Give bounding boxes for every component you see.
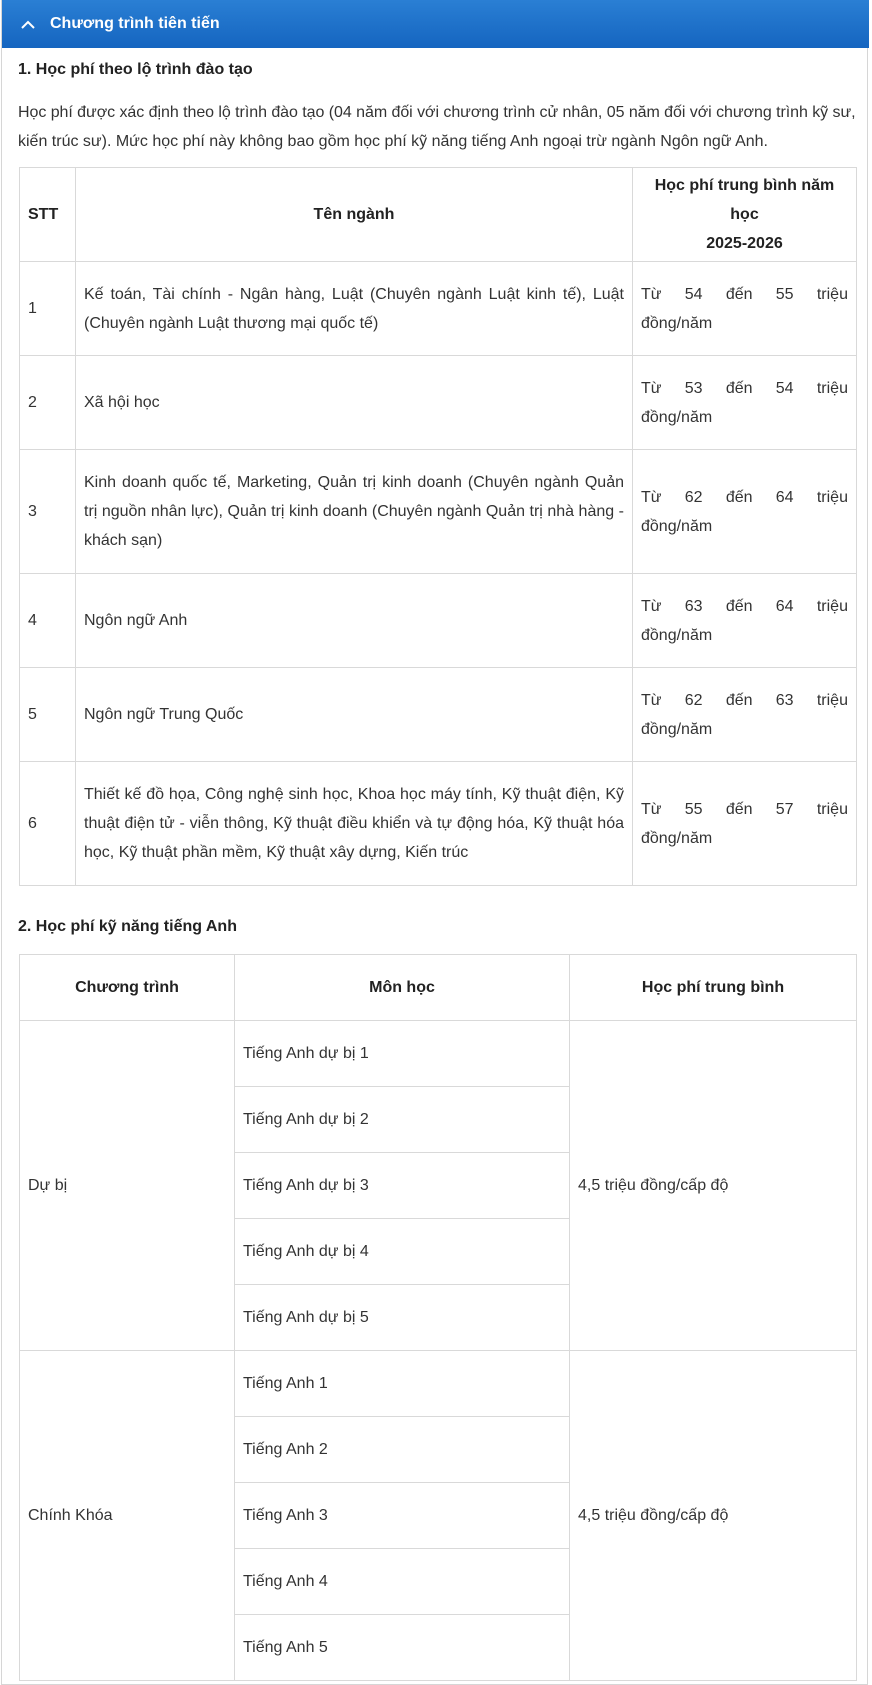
fee-from: 62 xyxy=(684,488,703,506)
fee-word: đến xyxy=(725,488,753,506)
row-stt: 3 xyxy=(20,450,76,574)
tuition-table xyxy=(19,167,857,886)
table-header-row xyxy=(20,168,857,262)
table-row xyxy=(20,1021,857,1087)
fee-unit: đồng/năm xyxy=(641,720,713,738)
course-cell: Tiếng Anh 3 xyxy=(235,1483,570,1549)
row-major-name: Thiết kế đồ họa, Công nghệ sinh học, Khoa học máy tính, Kỹ thuật điện, Kỹ thuật điện tử - viễn thông, Kỹ thuật điều khiển và tự động hóa, Kỹ thuật hóa học, Kỹ thuật phần mềm, Kỹ thuật xây dựng, Kiến trúc xyxy=(76,762,633,886)
fee-word: triệu xyxy=(816,488,848,506)
row-fee xyxy=(633,450,857,574)
header-average-fee xyxy=(633,168,857,262)
fee-word: triệu xyxy=(816,691,848,709)
table-row xyxy=(20,1351,857,1417)
fee-word: triệu xyxy=(816,379,848,397)
intro-line: kiến trúc sư). Mức học phí này không bao gồm học phí kỹ năng tiếng Anh ngoại trừ ngành Ngôn ngữ Anh. xyxy=(18,133,768,150)
row-stt: 5 xyxy=(20,668,76,762)
header-fee-line: Học phí trung bình năm học xyxy=(654,177,835,223)
table-row xyxy=(20,762,857,886)
fee-word: triệu xyxy=(816,285,848,303)
table-row xyxy=(20,356,857,450)
table-row xyxy=(20,574,857,668)
intro-paragraph xyxy=(18,98,858,156)
course-cell: Tiếng Anh dự bị 2 xyxy=(235,1087,570,1153)
row-fee xyxy=(633,668,857,762)
fee-word: đến xyxy=(725,691,753,709)
fee-cell: 4,5 triệu đồng/cấp độ xyxy=(570,1351,857,1681)
course-cell: Tiếng Anh dự bị 5 xyxy=(235,1285,570,1351)
fee-from: 53 xyxy=(684,379,703,397)
accordion-panel xyxy=(1,0,868,1685)
fee-word: Từ xyxy=(641,488,662,506)
chevron-up-icon[interactable] xyxy=(20,16,36,32)
fee-word: triệu xyxy=(816,800,848,818)
row-stt: 6 xyxy=(20,762,76,886)
intro-line: Học phí được xác định theo lộ trình đào tạo (04 năm đối với chương trình cử nhân, 05 năm đối với chương trình kỹ sư, xyxy=(18,104,856,121)
fee-word: Từ xyxy=(641,800,662,818)
fee-word: triệu xyxy=(816,597,848,615)
accordion-title: Chương trình tiên tiến xyxy=(50,15,220,32)
fee-unit: đồng/năm xyxy=(641,517,713,535)
table-header-row xyxy=(20,955,857,1021)
course-cell: Tiếng Anh dự bị 4 xyxy=(235,1219,570,1285)
row-fee xyxy=(633,262,857,356)
fee-unit: đồng/năm xyxy=(641,408,713,426)
header-major-name: Tên ngành xyxy=(76,168,633,262)
header-fee: Học phí trung bình xyxy=(570,955,857,1021)
fee-unit: đồng/năm xyxy=(641,314,713,332)
header-course: Môn học xyxy=(235,955,570,1021)
course-cell: Tiếng Anh 1 xyxy=(235,1351,570,1417)
fee-word: đến xyxy=(725,285,753,303)
course-cell: Tiếng Anh 4 xyxy=(235,1549,570,1615)
table-row xyxy=(20,262,857,356)
row-major-name: Ngôn ngữ Trung Quốc xyxy=(76,668,633,762)
fee-word: Từ xyxy=(641,379,662,397)
fee-from: 63 xyxy=(684,597,703,615)
row-stt: 2 xyxy=(20,356,76,450)
course-cell: Tiếng Anh 5 xyxy=(235,1615,570,1681)
fee-to: 54 xyxy=(775,379,794,397)
course-cell: Tiếng Anh 2 xyxy=(235,1417,570,1483)
fee-word: đến xyxy=(725,800,753,818)
english-fee-table xyxy=(19,954,857,1681)
fee-to: 57 xyxy=(775,800,794,818)
row-fee xyxy=(633,762,857,886)
row-major-name: Xã hội học xyxy=(76,356,633,450)
fee-to: 64 xyxy=(775,488,794,506)
accordion-header[interactable] xyxy=(2,0,869,48)
fee-from: 62 xyxy=(684,691,703,709)
row-fee xyxy=(633,574,857,668)
header-stt: STT xyxy=(20,168,76,262)
fee-unit: đồng/năm xyxy=(641,829,713,847)
program-cell: Dự bị xyxy=(20,1021,235,1351)
header-fee-year: 2025-2026 xyxy=(706,235,783,252)
fee-to: 63 xyxy=(775,691,794,709)
section-heading-tuition: 1. Học phí theo lộ trình đào tạo xyxy=(18,61,253,78)
row-stt: 1 xyxy=(20,262,76,356)
row-major-name: Ngôn ngữ Anh xyxy=(76,574,633,668)
fee-unit: đồng/năm xyxy=(641,626,713,644)
section-heading-english: 2. Học phí kỹ năng tiếng Anh xyxy=(18,918,237,935)
course-cell: Tiếng Anh dự bị 3 xyxy=(235,1153,570,1219)
row-major-name: Kế toán, Tài chính - Ngân hàng, Luật (Chuyên ngành Luật kinh tế), Luật (Chuyên ngành Luật thương mại quốc tế) xyxy=(76,262,633,356)
course-cell: Tiếng Anh dự bị 1 xyxy=(235,1021,570,1087)
program-cell: Chính Khóa xyxy=(20,1351,235,1681)
fee-from: 54 xyxy=(684,285,703,303)
fee-word: đến xyxy=(725,379,753,397)
fee-word: Từ xyxy=(641,691,662,709)
fee-to: 55 xyxy=(775,285,794,303)
fee-to: 64 xyxy=(775,597,794,615)
fee-word: Từ xyxy=(641,285,662,303)
row-major-name: Kinh doanh quốc tế, Marketing, Quản trị kinh doanh (Chuyên ngành Quản trị nguồn nhân lực), Quản trị kinh doanh (Chuyên ngành Quản trị nhà hàng - khách sạn) xyxy=(76,450,633,574)
fee-word: Từ xyxy=(641,597,662,615)
table-row xyxy=(20,668,857,762)
fee-word: đến xyxy=(725,597,753,615)
header-program: Chương trình xyxy=(20,955,235,1021)
row-fee xyxy=(633,356,857,450)
fee-from: 55 xyxy=(684,800,703,818)
table-row xyxy=(20,450,857,574)
row-stt: 4 xyxy=(20,574,76,668)
fee-cell: 4,5 triệu đồng/cấp độ xyxy=(570,1021,857,1351)
